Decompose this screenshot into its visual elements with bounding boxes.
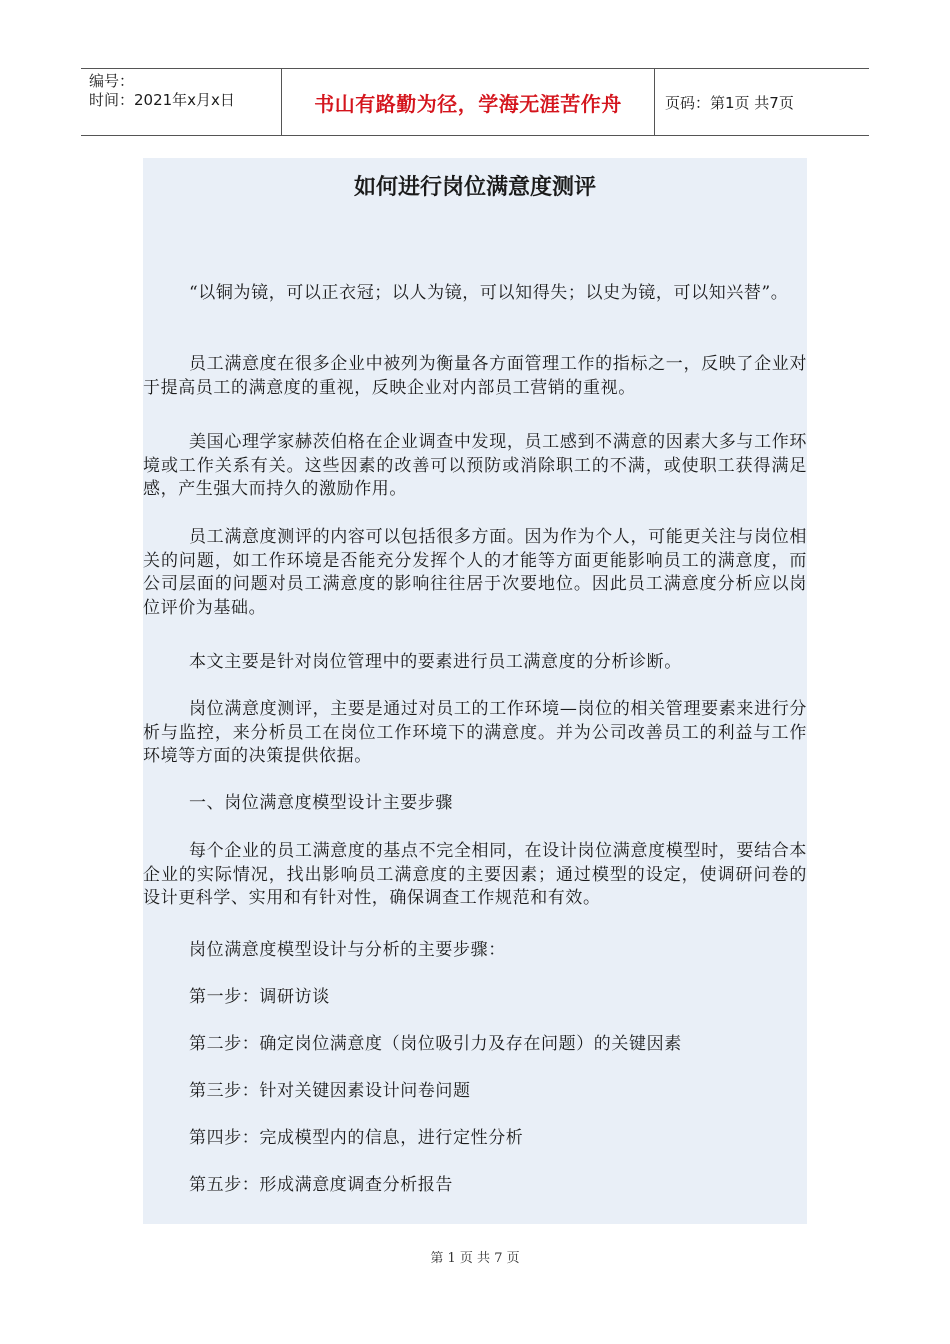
date-line: 时间：2021年x月x日 [89, 91, 235, 109]
step-1: 第一步：调研访谈 [189, 987, 330, 1007]
step-2: 第二步：确定岗位满意度（岗位吸引力及存在问题）的关键因素 [189, 1034, 682, 1054]
document-title: 如何进行岗位满意度测评 [353, 175, 596, 200]
step-4: 第四步：完成模型内的信息，进行定性分析 [189, 1128, 524, 1148]
paragraph-quote: “以铜为镜，可以正衣冠；以人为镜，可以知得失；以史为镜，可以知兴替”。 [189, 283, 789, 303]
paragraph-4: 本文主要是针对岗位管理中的要素进行员工满意度的分析诊断。 [189, 652, 682, 672]
paragraph-1: 员工满意度在很多企业中被列为衡量各方面管理工作的指标之一，反映了企业对于提高员工的满意度的重视，反映企业对内部员工营销的重视。 [143, 354, 807, 398]
paragraph-5: 岗位满意度测评，主要是通过对员工的工作环境—岗位的相关管理要素来进行分析与监控，来分析员工在岗位工作环境下的满意度。并为公司改善员工的利益与工作环境等方面的决策提供依据。 [143, 699, 807, 766]
step-3: 第三步：针对关键因素设计问卷问题 [189, 1081, 471, 1101]
code-label: 编号： [89, 72, 135, 90]
document-body [143, 158, 807, 1224]
header-meta [81, 69, 282, 135]
paragraph-6: 每个企业的员工满意度的基点不完全相同，在设计岗位满意度模型时，要结合本企业的实际情况，找出影响员工满意度的主要因素；通过模型的设定，使调研问卷的设计更科学、实用和有针对性，确保调查工作规范和有效。 [143, 841, 807, 908]
paragraph-3: 员工满意度测评的内容可以包括很多方面。因为作为个人，可能更关注与岗位相关的问题，如工作环境是否能充分发挥个人的才能等方面更能影响员工的满意度，而公司层面的问题对员工满意度的影响往往居于次要地位。因此员工满意度分析应以岗位评价为基础。 [143, 527, 807, 618]
section-heading-1: 一、岗位满意度模型设计主要步骤 [189, 793, 453, 813]
page-footer: 第 1 页 共 7 页 [430, 1251, 520, 1266]
header-page-info: 页码：第1页 共7页 [665, 93, 794, 112]
document-header [81, 68, 869, 136]
steps-intro: 岗位满意度模型设计与分析的主要步骤： [189, 940, 506, 960]
paragraph-2: 美国心理学家赫茨伯格在企业调查中发现，员工感到不满意的因素大多与工作环境或工作关系有关。这些因素的改善可以预防或消除职工的不满，或使职工获得满足感，产生强大而持久的激励作用。 [143, 432, 807, 499]
step-5: 第五步：形成满意度调查分析报告 [189, 1175, 453, 1195]
header-motto: 书山有路勤为径，学海无涯苦作舟 [282, 69, 655, 135]
